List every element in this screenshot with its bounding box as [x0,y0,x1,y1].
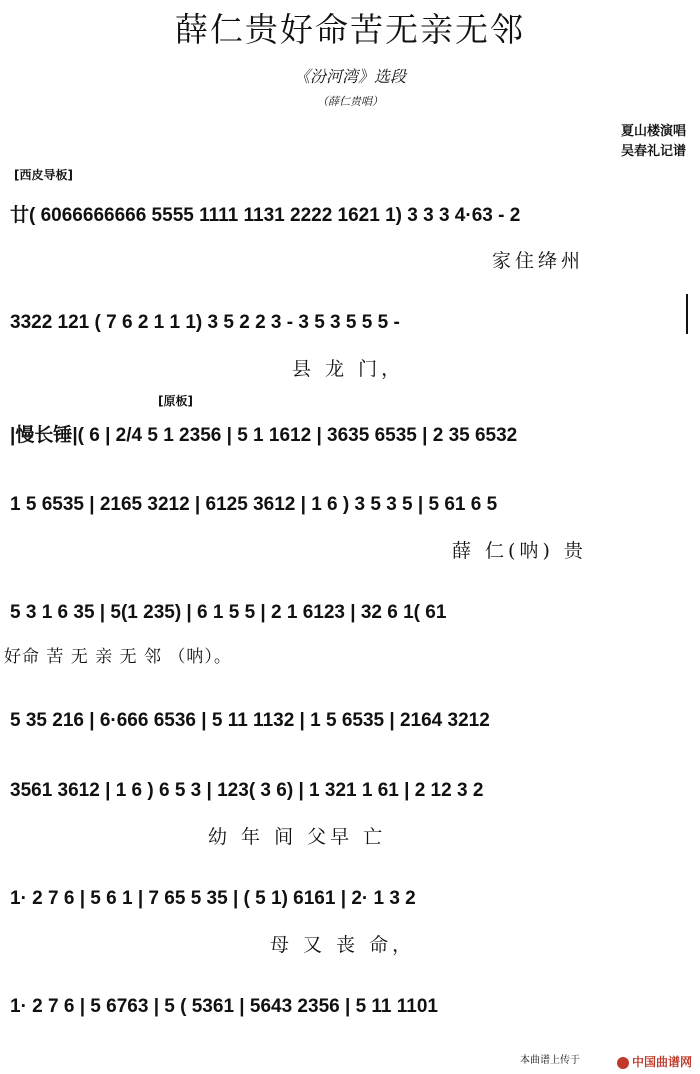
notation-line-6: 5 35 216 | 6·666 6536 | 5 11 1132 | 1 5 6535 | 2164 3212 [10,710,490,731]
credit-performer: 夏山楼演唱 [620,124,686,139]
label-xipi-daoban: [西皮导板] [14,168,73,182]
lyric-line-7: 幼 年 间 父早 亡 [208,826,387,848]
lyric-line-8: 母 又 丧 命， [270,934,416,956]
notation-line-8: 1· 2 7 6 | 5 6 1 | 7 65 5 35 | ( 5 1) 6161 | 2· 1 3 2 [10,888,416,909]
logo-icon [617,1057,629,1069]
site-logo[interactable] [617,1053,692,1070]
barline [686,294,688,334]
notation-line-1: 廿( 6066666666 5555 1111 1131 2222 1621 1) 3 3 3 4·63 - 2 [10,205,521,226]
lyric-line-5: 好命 苦 无 亲 无 邻 （呐）。 [4,647,232,667]
notation-line-7: 3561 3612 | 1 6 ) 6 5 3 | 123( 3 6) | 1 321 1 61 | 2 12 3 2 [10,780,484,801]
lyric-line-1: 家住绛州 [492,250,585,272]
notation-line-2: 3322 121 ( 7 6 2 1 1 1) 3 5 2 2 3 - 3 5 3 5 5 5 - [10,312,400,333]
subtitle: 《汾河湾》选段 [293,67,406,86]
page-title: 薛仁贵好命苦无亲无邻 [175,10,525,49]
logo-text: 中国曲谱网 [631,1055,692,1069]
credit-transcriber: 吴春礼记谱 [620,144,686,159]
upload-note: 本曲谱上传于 [520,1055,580,1066]
label-yuanban: [原板] [158,394,193,408]
notation-line-9: 1· 2 7 6 | 5 6763 | 5 ( 5361 | 5643 2356 | 5 11 1101 [10,996,439,1017]
notation-line-5: 5 3 1 6 35 | 5(1 235) | 6 1 5 5 | 2 1 6123 | 32 6 1( 61 [10,602,447,623]
notation-line-4: 1 5 6535 | 2165 3212 | 6125 3612 | 1 6 ) 3 5 3 5 | 5 61 6 5 [10,494,498,515]
notation-line-3: |慢长锤|( 6 | 2/4 5 1 2356 | 5 1 1612 | 3635 6535 | 2 35 6532 [10,425,518,446]
lyric-line-4: 薛 仁(呐) 贵 [452,540,587,562]
singer-note: （薛仁贵唱） [317,95,383,108]
lyric-line-2: 县 龙 门， [292,358,405,380]
